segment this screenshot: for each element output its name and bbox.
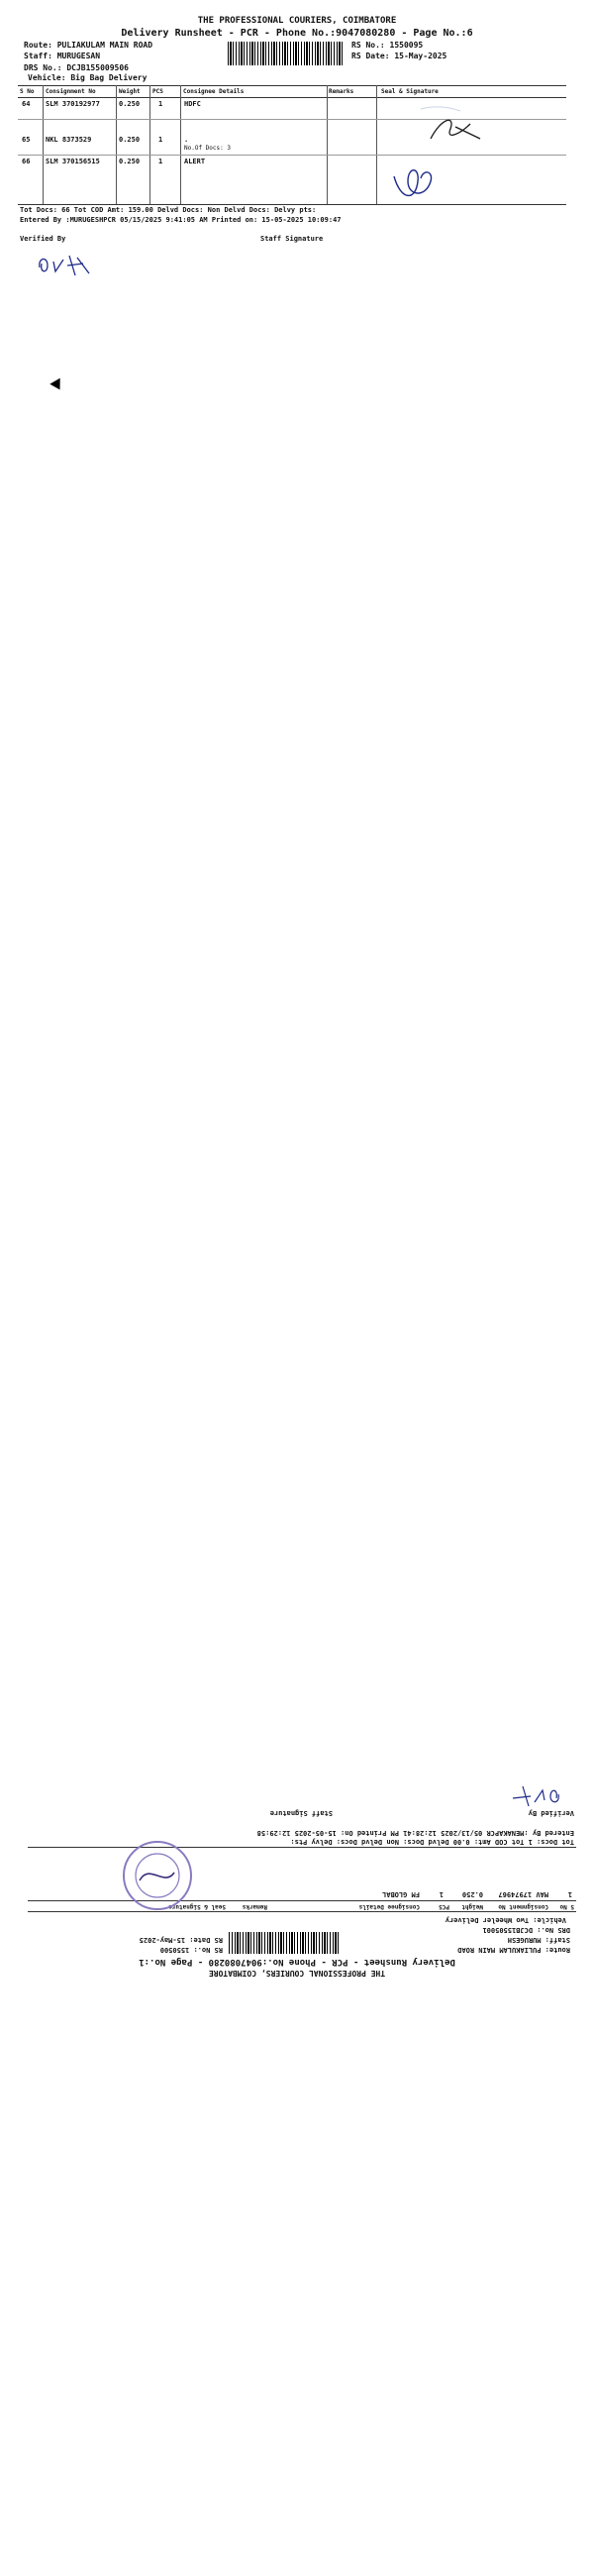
scan-mark xyxy=(50,378,64,393)
table-rule xyxy=(18,85,566,86)
row-weight: 0.250 xyxy=(461,1890,483,1898)
header-remarks: Remarks xyxy=(329,88,354,95)
company-title: THE PROFESSIONAL COURIERS, COIMBATORE xyxy=(197,16,397,26)
route: Route: PULIAKULAM MAIN ROAD xyxy=(457,1946,570,1954)
header-weight: Weight xyxy=(119,88,141,95)
staff-signature-label: Staff Signature xyxy=(260,235,324,243)
runsheet-subtitle: Delivery Runsheet - PCR - Phone No.:9047080280 - Page No.:1 xyxy=(139,1957,455,1967)
barcode xyxy=(228,1932,339,1954)
totals-line: Tot Docs: 66 Tot COD Amt: 159.00 Delvd Docs: Non Delvd Docs: Delvy pts: xyxy=(20,206,317,214)
row-consignment: SLM 370192977 xyxy=(46,100,100,108)
row-consignee: ALERT xyxy=(184,158,206,165)
staff-signature-label: Staff Signature xyxy=(269,1809,333,1817)
row-weight: 0.250 xyxy=(119,100,141,108)
rs-number: RS No.: 1550500 xyxy=(159,1946,223,1954)
drs-number: DRS No.: DCJB15505001 xyxy=(482,1926,570,1934)
table-rule xyxy=(18,97,566,98)
signature-row-66 xyxy=(386,157,446,206)
entered-by-line: Entered By :MURUGESHPCR 05/15/2025 9:41:05 AM Printed on: 15-05-2025 10:09:47 xyxy=(20,216,342,224)
header-sno: S No xyxy=(20,88,35,95)
vehicle: Vehicle: Big Bag Delivery xyxy=(28,73,148,82)
signature-row-64 xyxy=(401,99,490,159)
row-weight: 0.250 xyxy=(119,136,141,144)
rs-date: RS Date: 15-May-2025 xyxy=(139,1936,223,1944)
header-pcs: PCS xyxy=(152,88,163,95)
row-consignee: FM GLOBAL xyxy=(382,1890,420,1898)
staff: Staff: MURUGESH xyxy=(507,1936,570,1944)
row-consignment: SLM 370156515 xyxy=(46,158,100,165)
row-pcs: 1 xyxy=(158,158,163,165)
vehicle: Vehicle: Two Wheeler Delivery xyxy=(445,1916,566,1924)
header-consignment: Consignment No xyxy=(498,1903,548,1910)
header-sno: S No xyxy=(559,1903,574,1910)
verifier-signature xyxy=(34,250,97,279)
entered-by-line: Entered By :MENAKAPCR 05/13/2025 12:28:41 PM Printed On: 15-05-2025 12:29:58 xyxy=(256,1829,574,1837)
header-seal: Seal & Signature xyxy=(168,1903,226,1910)
verified-by-label: Verified By xyxy=(528,1809,574,1817)
row-doc-count: No.Of Docs: 3 xyxy=(184,145,231,152)
header-weight: Weight xyxy=(461,1903,483,1910)
runsheet-subtitle: Delivery Runsheet - PCR - Phone No.:9047080280 - Page No.:6 xyxy=(121,28,473,39)
runsheet-page-1-inverted xyxy=(0,1783,594,1982)
rs-number: RS No.: 1550095 xyxy=(351,41,424,50)
header-seal: Seal & Signature xyxy=(381,88,439,95)
row-pcs: 1 xyxy=(158,100,163,108)
verifier-signature xyxy=(505,1784,564,1808)
staff: Staff: MURUGESAN xyxy=(24,52,101,60)
route: Route: PULIAKULAM MAIN ROAD xyxy=(24,41,153,50)
row-sno: 66 xyxy=(22,158,31,165)
row-sno: 65 xyxy=(22,136,31,144)
company-title: THE PROFESSIONAL COURIERS, COIMBATORE xyxy=(208,1969,386,1978)
rs-date: RS Date: 15-May-2025 xyxy=(351,52,447,60)
row-consignee: HDFC xyxy=(184,100,201,108)
row-consignee: . xyxy=(184,136,189,144)
drs-number: DRS No.: DCJB155009506 xyxy=(24,63,129,72)
row-sno: 1 xyxy=(567,1890,572,1898)
row-pcs: 1 xyxy=(439,1890,444,1898)
row-pcs: 1 xyxy=(158,136,163,144)
header-consignment: Consignment No xyxy=(46,88,96,95)
row-consignment: NKL 8373529 xyxy=(46,136,92,144)
header-consignee: Consignee Details xyxy=(183,88,245,95)
runsheet-page-6 xyxy=(0,0,594,396)
row-consignment: MAV 17974967 xyxy=(498,1890,548,1898)
header-pcs: PCS xyxy=(439,1903,449,1910)
verified-by-label: Verified By xyxy=(20,235,66,243)
totals-line: Tot Docs: 1 Tot COD Amt: 0.00 Delvd Docs: Non Delvd Docs: Delvy Pts: xyxy=(290,1838,574,1846)
row-weight: 0.250 xyxy=(119,158,141,165)
company-seal-stamp xyxy=(121,1839,194,1912)
row-sno: 64 xyxy=(22,100,31,108)
header-remarks: Remarks xyxy=(242,1903,267,1910)
header-consignee: Consignee Details xyxy=(358,1903,420,1910)
barcode xyxy=(228,42,345,65)
